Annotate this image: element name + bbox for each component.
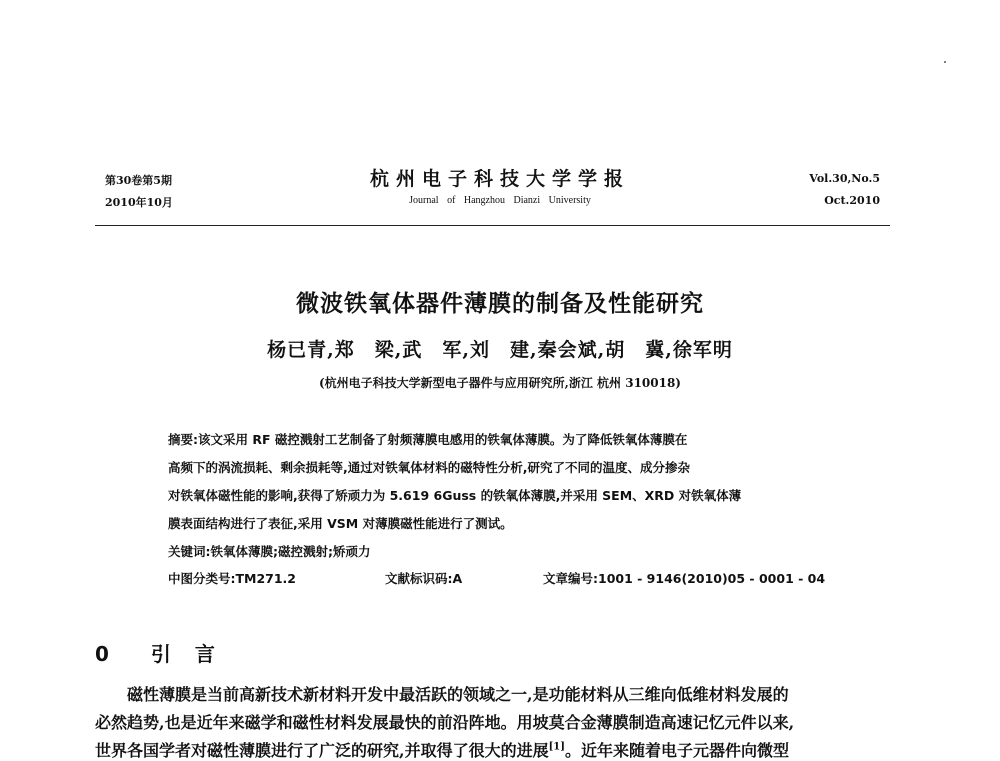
author-list: 杨已青,郑 梁,武 军,刘 建,秦会斌,胡 冀,徐军明 bbox=[267, 339, 733, 361]
abstract-line-4: 膜表面结构进行了表征,采用 VSM 对薄膜磁性能进行了测试。 bbox=[168, 516, 513, 531]
keywords: 关键词:铁氧体薄膜;磁控溅射;矫顽力 bbox=[168, 544, 371, 559]
body-line-2: 必然趋势,也是近年来磁学和磁性材料发展最快的前沿阵地。用坡莫合金薄膜制造高速记忆元件以来, bbox=[95, 713, 795, 732]
paper-title: 微波铁氧体器件薄膜的制备及性能研究 bbox=[296, 291, 704, 317]
header-rule bbox=[95, 225, 890, 226]
abstract-line-1: 摘要:该文采用 RF 磁控溅射工艺制备了射频薄膜电感用的铁氧体薄膜。为了降低铁氧体薄膜在 bbox=[168, 432, 688, 447]
date-cn: 2010年10月 bbox=[105, 196, 173, 209]
volume-issue-en: Vol.30,No.5 bbox=[809, 172, 880, 185]
body-line-3-text: 世界各国学者对磁性薄膜进行了广泛的研究,并取得了很大的进展 bbox=[95, 741, 549, 760]
abstract-line-2: 高频下的涡流损耗、剩余损耗等,通过对铁氧体材料的磁特性分析,研究了不同的温度、成分掺杂 bbox=[168, 460, 690, 475]
section-heading bbox=[95, 638, 217, 667]
journal-title-en: Journal of Hangzhou Dianzi University bbox=[409, 195, 591, 206]
article-number: 文章编号:1001 - 9146(2010)05 - 0001 - 04 bbox=[543, 571, 826, 586]
journal-title-cn: 杭州电子科技大学学报 bbox=[369, 168, 630, 190]
body-line-3 bbox=[95, 738, 789, 761]
scan-speck bbox=[944, 61, 946, 63]
body-line-3-tail: 。近年来随着电子元器件向微型 bbox=[565, 741, 790, 760]
affiliation: (杭州电子科技大学新型电子器件与应用研究所,浙江 杭州 310018) bbox=[319, 376, 681, 390]
abstract-line-3: 对铁氧体磁性能的影响,获得了矫顽力为 5.619 6Guss 的铁氧体薄膜,并采用 SEM、XRD 对铁氧体薄 bbox=[168, 488, 742, 503]
section-number: 0 bbox=[95, 642, 111, 666]
section-title: 引 言 bbox=[150, 642, 217, 666]
clc-number: 中图分类号:TM271.2 bbox=[168, 571, 297, 586]
date-en: Oct.2010 bbox=[824, 194, 880, 207]
citation-1[interactable]: [1] bbox=[548, 741, 565, 753]
body-line-1: 磁性薄膜是当前高新技术新材料开发中最活跃的领域之一,是功能材料从三维向低维材料发展的 bbox=[95, 685, 789, 704]
volume-issue-cn: 第30卷第5期 bbox=[105, 174, 172, 187]
document-code: 文献标识码:A bbox=[385, 571, 463, 586]
